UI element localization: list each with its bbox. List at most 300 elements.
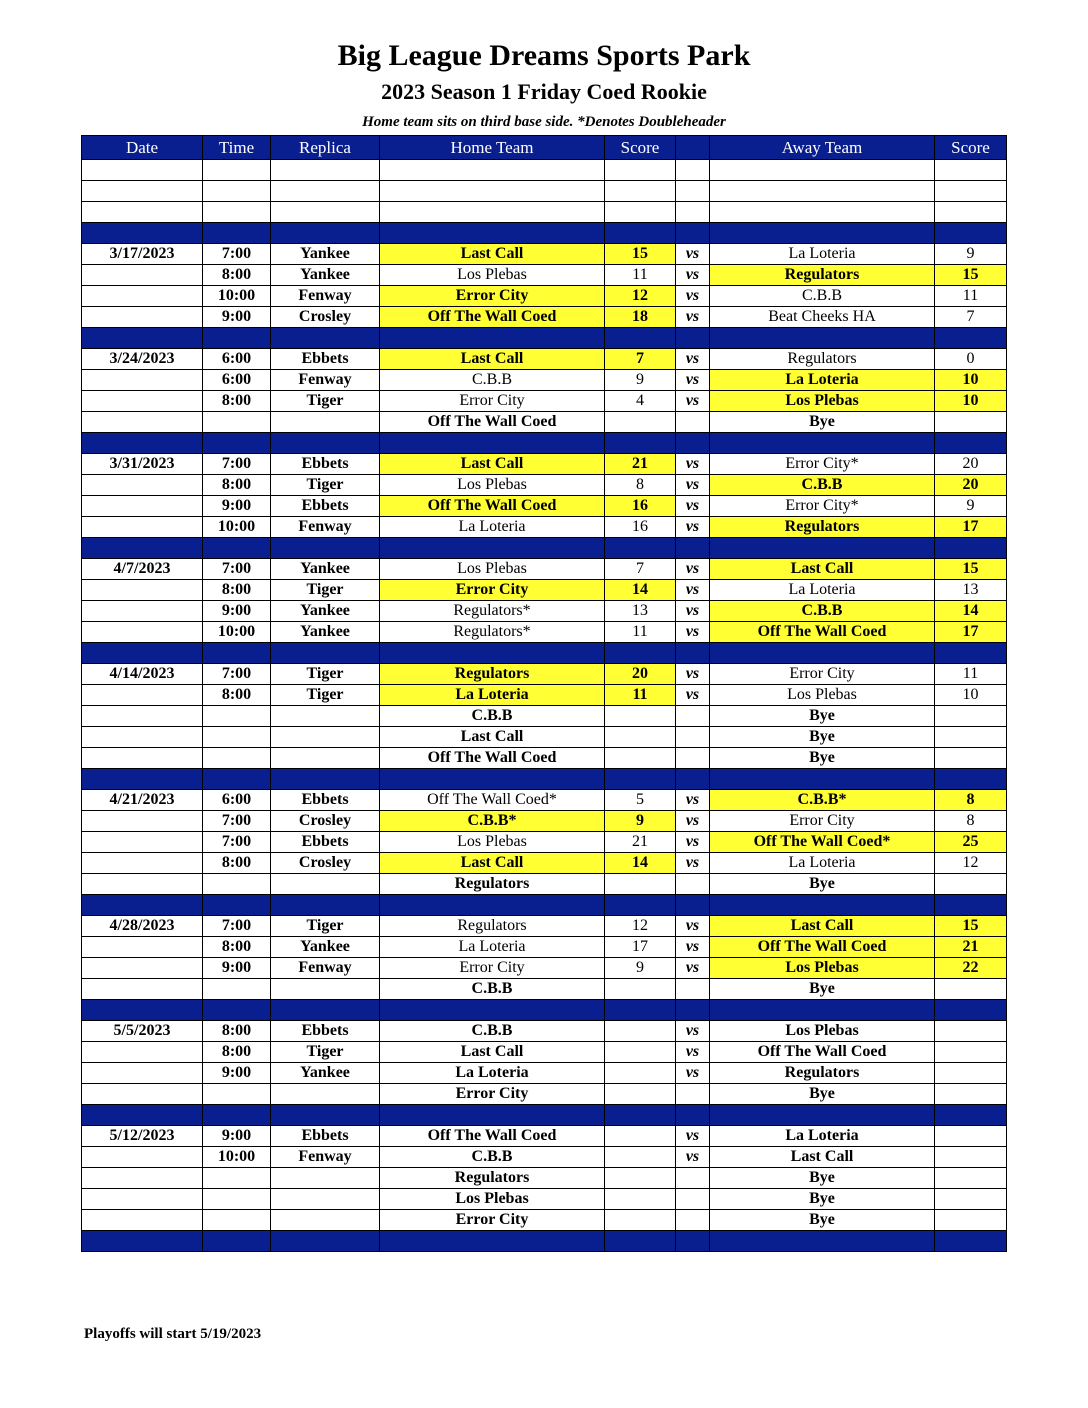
away-team-cell: La Loteria bbox=[710, 853, 935, 874]
replica-cell bbox=[271, 727, 380, 748]
time-cell bbox=[203, 412, 271, 433]
home-score-cell bbox=[605, 706, 676, 727]
away-score-cell bbox=[935, 748, 1007, 769]
empty-cell bbox=[271, 1105, 380, 1126]
home-team-cell: Regulators bbox=[380, 916, 605, 937]
empty-cell bbox=[203, 1105, 271, 1126]
home-team-cell: C.B.B bbox=[380, 1021, 605, 1042]
game-row bbox=[82, 1210, 1007, 1231]
away-score-cell: 0 bbox=[935, 349, 1007, 370]
empty-cell bbox=[82, 895, 203, 916]
home-score-cell bbox=[605, 1126, 676, 1147]
empty-cell bbox=[935, 181, 1007, 202]
away-score-cell bbox=[935, 706, 1007, 727]
empty-cell bbox=[271, 769, 380, 790]
empty-cell bbox=[271, 160, 380, 181]
vs-cell: vs bbox=[676, 790, 710, 811]
date-cell bbox=[82, 811, 203, 832]
vs-cell: vs bbox=[676, 685, 710, 706]
game-row bbox=[82, 790, 1007, 811]
game-row bbox=[82, 496, 1007, 517]
header-row bbox=[82, 136, 1007, 160]
time-cell: 8:00 bbox=[203, 685, 271, 706]
date-cell bbox=[82, 1168, 203, 1189]
vs-cell bbox=[676, 979, 710, 1000]
away-score-cell bbox=[935, 727, 1007, 748]
away-score-cell: 14 bbox=[935, 601, 1007, 622]
empty-cell bbox=[82, 769, 203, 790]
empty-cell bbox=[676, 895, 710, 916]
replica-cell: Tiger bbox=[271, 391, 380, 412]
empty-cell bbox=[935, 328, 1007, 349]
date-cell bbox=[82, 1210, 203, 1231]
away-team-cell: La Loteria bbox=[710, 370, 935, 391]
home-score-cell: 16 bbox=[605, 496, 676, 517]
away-team-cell: La Loteria bbox=[710, 580, 935, 601]
empty-cell bbox=[380, 433, 605, 454]
page-subtitle: 2023 Season 1 Friday Coed Rookie bbox=[381, 79, 707, 104]
game-row bbox=[82, 391, 1007, 412]
date-cell: 5/12/2023 bbox=[82, 1126, 203, 1147]
time-cell bbox=[203, 706, 271, 727]
date-cell bbox=[82, 979, 203, 1000]
replica-cell: Fenway bbox=[271, 1147, 380, 1168]
home-team-cell: La Loteria bbox=[380, 1063, 605, 1084]
home-score-cell: 8 bbox=[605, 475, 676, 496]
away-team-cell: Los Plebas bbox=[710, 1021, 935, 1042]
replica-cell: Ebbets bbox=[271, 1021, 380, 1042]
away-team-cell: Off The Wall Coed bbox=[710, 622, 935, 643]
home-score-cell: 14 bbox=[605, 853, 676, 874]
empty-cell bbox=[676, 181, 710, 202]
replica-cell: Yankee bbox=[271, 559, 380, 580]
vs-cell: vs bbox=[676, 832, 710, 853]
away-score-cell bbox=[935, 1126, 1007, 1147]
home-team-cell: C.B.B* bbox=[380, 811, 605, 832]
time-cell: 6:00 bbox=[203, 790, 271, 811]
date-cell bbox=[82, 706, 203, 727]
vs-cell bbox=[676, 1168, 710, 1189]
replica-cell: Tiger bbox=[271, 916, 380, 937]
home-team-cell: La Loteria bbox=[380, 937, 605, 958]
date-cell bbox=[82, 727, 203, 748]
time-cell: 7:00 bbox=[203, 664, 271, 685]
date-cell bbox=[82, 685, 203, 706]
replica-cell: Fenway bbox=[271, 958, 380, 979]
date-cell: 3/31/2023 bbox=[82, 454, 203, 475]
date-cell bbox=[82, 853, 203, 874]
home-score-cell bbox=[605, 1168, 676, 1189]
away-team-cell: Bye bbox=[710, 979, 935, 1000]
time-cell: 10:00 bbox=[203, 286, 271, 307]
date-cell bbox=[82, 1147, 203, 1168]
vs-cell bbox=[676, 1084, 710, 1105]
week-separator bbox=[82, 1105, 1007, 1126]
away-score-cell: 10 bbox=[935, 685, 1007, 706]
replica-cell: Yankee bbox=[271, 244, 380, 265]
empty-cell bbox=[710, 181, 935, 202]
date-cell bbox=[82, 265, 203, 286]
empty-cell bbox=[605, 433, 676, 454]
empty-cell bbox=[935, 160, 1007, 181]
home-team-cell: La Loteria bbox=[380, 685, 605, 706]
vs-cell: vs bbox=[676, 517, 710, 538]
empty-cell bbox=[710, 895, 935, 916]
game-row bbox=[82, 937, 1007, 958]
empty-cell bbox=[203, 895, 271, 916]
home-score-cell: 9 bbox=[605, 811, 676, 832]
empty-cell bbox=[605, 538, 676, 559]
home-score-cell: 11 bbox=[605, 265, 676, 286]
time-cell: 9:00 bbox=[203, 1063, 271, 1084]
empty-cell bbox=[380, 895, 605, 916]
away-score-cell: 8 bbox=[935, 811, 1007, 832]
replica-cell: Fenway bbox=[271, 370, 380, 391]
home-score-cell bbox=[605, 1210, 676, 1231]
empty-cell bbox=[710, 1105, 935, 1126]
replica-cell: Tiger bbox=[271, 664, 380, 685]
empty-cell bbox=[380, 160, 605, 181]
empty-cell bbox=[605, 1000, 676, 1021]
empty-cell bbox=[203, 1000, 271, 1021]
game-row bbox=[82, 412, 1007, 433]
date-cell: 3/24/2023 bbox=[82, 349, 203, 370]
away-score-cell: 8 bbox=[935, 790, 1007, 811]
empty-cell bbox=[710, 1231, 935, 1252]
date-cell: 3/17/2023 bbox=[82, 244, 203, 265]
away-team-cell: Error City* bbox=[710, 496, 935, 517]
away-score-cell bbox=[935, 979, 1007, 1000]
away-team-cell: Los Plebas bbox=[710, 391, 935, 412]
away-team-cell: Off The Wall Coed* bbox=[710, 832, 935, 853]
empty-cell bbox=[82, 328, 203, 349]
date-cell bbox=[82, 1084, 203, 1105]
time-cell: 7:00 bbox=[203, 832, 271, 853]
replica-cell: Yankee bbox=[271, 937, 380, 958]
home-score-cell: 4 bbox=[605, 391, 676, 412]
game-row bbox=[82, 1126, 1007, 1147]
empty-cell bbox=[380, 538, 605, 559]
empty-cell bbox=[676, 769, 710, 790]
home-score-cell: 12 bbox=[605, 916, 676, 937]
empty-cell bbox=[271, 181, 380, 202]
replica-cell: Fenway bbox=[271, 286, 380, 307]
away-team-cell: Off The Wall Coed bbox=[710, 1042, 935, 1063]
empty-cell bbox=[271, 895, 380, 916]
time-cell: 9:00 bbox=[203, 307, 271, 328]
away-team-cell: Bye bbox=[710, 1210, 935, 1231]
empty-cell bbox=[710, 433, 935, 454]
empty-cell bbox=[380, 223, 605, 244]
home-team-cell: Off The Wall Coed bbox=[380, 307, 605, 328]
time-cell bbox=[203, 1168, 271, 1189]
empty-cell bbox=[676, 1231, 710, 1252]
away-score-cell bbox=[935, 1084, 1007, 1105]
away-score-cell bbox=[935, 412, 1007, 433]
home-score-cell: 12 bbox=[605, 286, 676, 307]
away-team-cell: Bye bbox=[710, 706, 935, 727]
home-team-cell: Off The Wall Coed bbox=[380, 748, 605, 769]
date-cell bbox=[82, 1042, 203, 1063]
home-score-cell: 18 bbox=[605, 307, 676, 328]
vs-cell: vs bbox=[676, 265, 710, 286]
empty-cell bbox=[605, 769, 676, 790]
away-score-cell: 11 bbox=[935, 286, 1007, 307]
empty-cell bbox=[676, 223, 710, 244]
empty-cell bbox=[710, 223, 935, 244]
home-team-cell: Last Call bbox=[380, 727, 605, 748]
game-row bbox=[82, 559, 1007, 580]
blank-row bbox=[82, 202, 1007, 223]
time-cell: 7:00 bbox=[203, 454, 271, 475]
vs-cell: vs bbox=[676, 496, 710, 517]
time-cell: 8:00 bbox=[203, 1021, 271, 1042]
vs-cell: vs bbox=[676, 622, 710, 643]
empty-cell bbox=[605, 181, 676, 202]
time-cell: 10:00 bbox=[203, 622, 271, 643]
home-score-cell: 5 bbox=[605, 790, 676, 811]
empty-cell bbox=[203, 433, 271, 454]
col-home-team: Home Team bbox=[380, 136, 605, 160]
home-score-cell bbox=[605, 1063, 676, 1084]
away-team-cell: Regulators bbox=[710, 265, 935, 286]
date-cell bbox=[82, 286, 203, 307]
game-row bbox=[82, 601, 1007, 622]
home-score-cell: 17 bbox=[605, 937, 676, 958]
date-cell bbox=[82, 580, 203, 601]
empty-cell bbox=[271, 328, 380, 349]
away-score-cell bbox=[935, 1147, 1007, 1168]
empty-cell bbox=[203, 538, 271, 559]
date-cell: 5/5/2023 bbox=[82, 1021, 203, 1042]
empty-cell bbox=[710, 538, 935, 559]
away-team-cell: Los Plebas bbox=[710, 685, 935, 706]
home-team-cell: Los Plebas bbox=[380, 1189, 605, 1210]
home-score-cell: 7 bbox=[605, 559, 676, 580]
away-team-cell: Last Call bbox=[710, 1147, 935, 1168]
empty-cell bbox=[935, 643, 1007, 664]
game-row bbox=[82, 748, 1007, 769]
game-row bbox=[82, 1021, 1007, 1042]
vs-cell: vs bbox=[676, 349, 710, 370]
empty-cell bbox=[203, 769, 271, 790]
away-score-cell: 20 bbox=[935, 454, 1007, 475]
away-team-cell: Last Call bbox=[710, 916, 935, 937]
empty-cell bbox=[203, 223, 271, 244]
week-separator bbox=[82, 1231, 1007, 1252]
home-team-cell: Regulators* bbox=[380, 601, 605, 622]
vs-cell bbox=[676, 1189, 710, 1210]
home-score-cell bbox=[605, 748, 676, 769]
empty-cell bbox=[82, 538, 203, 559]
away-team-cell: Regulators bbox=[710, 349, 935, 370]
time-cell bbox=[203, 1210, 271, 1231]
empty-cell bbox=[676, 160, 710, 181]
home-team-cell: C.B.B bbox=[380, 979, 605, 1000]
vs-cell: vs bbox=[676, 475, 710, 496]
replica-cell: Yankee bbox=[271, 601, 380, 622]
replica-cell: Tiger bbox=[271, 1042, 380, 1063]
time-cell bbox=[203, 748, 271, 769]
game-row bbox=[82, 580, 1007, 601]
vs-cell: vs bbox=[676, 580, 710, 601]
vs-cell: vs bbox=[676, 937, 710, 958]
time-cell bbox=[203, 1084, 271, 1105]
empty-cell bbox=[380, 181, 605, 202]
empty-cell bbox=[605, 202, 676, 223]
col-away-score: Score bbox=[935, 136, 1007, 160]
empty-cell bbox=[676, 643, 710, 664]
game-row bbox=[82, 979, 1007, 1000]
empty-cell bbox=[82, 1231, 203, 1252]
away-score-cell: 11 bbox=[935, 664, 1007, 685]
vs-cell bbox=[676, 748, 710, 769]
home-team-cell: C.B.B bbox=[380, 1147, 605, 1168]
replica-cell: Ebbets bbox=[271, 496, 380, 517]
game-row bbox=[82, 1042, 1007, 1063]
time-cell: 9:00 bbox=[203, 958, 271, 979]
home-team-cell: Los Plebas bbox=[380, 832, 605, 853]
away-team-cell: Bye bbox=[710, 1189, 935, 1210]
time-cell: 6:00 bbox=[203, 370, 271, 391]
week-separator bbox=[82, 538, 1007, 559]
replica-cell: Yankee bbox=[271, 265, 380, 286]
date-cell bbox=[82, 958, 203, 979]
vs-cell: vs bbox=[676, 916, 710, 937]
away-score-cell: 10 bbox=[935, 391, 1007, 412]
replica-cell: Ebbets bbox=[271, 349, 380, 370]
away-score-cell: 17 bbox=[935, 517, 1007, 538]
empty-cell bbox=[271, 433, 380, 454]
empty-cell bbox=[380, 1231, 605, 1252]
away-score-cell: 21 bbox=[935, 937, 1007, 958]
empty-cell bbox=[676, 1105, 710, 1126]
empty-cell bbox=[935, 1231, 1007, 1252]
time-cell: 7:00 bbox=[203, 559, 271, 580]
game-row bbox=[82, 370, 1007, 391]
home-score-cell bbox=[605, 412, 676, 433]
week-separator bbox=[82, 1000, 1007, 1021]
away-team-cell: La Loteria bbox=[710, 1126, 935, 1147]
date-cell bbox=[82, 1189, 203, 1210]
date-cell: 4/21/2023 bbox=[82, 790, 203, 811]
empty-cell bbox=[203, 328, 271, 349]
empty-cell bbox=[203, 643, 271, 664]
vs-cell bbox=[676, 1210, 710, 1231]
vs-cell: vs bbox=[676, 958, 710, 979]
date-cell bbox=[82, 601, 203, 622]
empty-cell bbox=[605, 895, 676, 916]
away-team-cell: Error City bbox=[710, 664, 935, 685]
empty-cell bbox=[676, 328, 710, 349]
empty-cell bbox=[82, 643, 203, 664]
empty-cell bbox=[605, 328, 676, 349]
game-row bbox=[82, 244, 1007, 265]
empty-cell bbox=[271, 538, 380, 559]
home-team-cell: Off The Wall Coed bbox=[380, 1126, 605, 1147]
away-team-cell: Beat Cheeks HA bbox=[710, 307, 935, 328]
away-score-cell: 12 bbox=[935, 853, 1007, 874]
replica-cell: Yankee bbox=[271, 622, 380, 643]
time-cell: 7:00 bbox=[203, 916, 271, 937]
col-date: Date bbox=[82, 136, 203, 160]
vs-cell bbox=[676, 706, 710, 727]
away-score-cell: 15 bbox=[935, 559, 1007, 580]
home-score-cell bbox=[605, 874, 676, 895]
home-team-cell: Error City bbox=[380, 580, 605, 601]
date-cell: 4/7/2023 bbox=[82, 559, 203, 580]
away-team-cell: Off The Wall Coed bbox=[710, 937, 935, 958]
away-score-cell: 15 bbox=[935, 916, 1007, 937]
empty-cell bbox=[605, 1231, 676, 1252]
time-cell: 9:00 bbox=[203, 1126, 271, 1147]
away-team-cell: Bye bbox=[710, 1084, 935, 1105]
replica-cell bbox=[271, 874, 380, 895]
empty-cell bbox=[710, 1000, 935, 1021]
vs-cell bbox=[676, 412, 710, 433]
away-score-cell: 15 bbox=[935, 265, 1007, 286]
vs-cell: vs bbox=[676, 1042, 710, 1063]
vs-cell: vs bbox=[676, 286, 710, 307]
date-cell bbox=[82, 748, 203, 769]
home-score-cell: 11 bbox=[605, 685, 676, 706]
game-row bbox=[82, 916, 1007, 937]
date-cell bbox=[82, 517, 203, 538]
away-team-cell: Bye bbox=[710, 748, 935, 769]
away-team-cell: Bye bbox=[710, 874, 935, 895]
away-team-cell: Bye bbox=[710, 727, 935, 748]
empty-cell bbox=[271, 1000, 380, 1021]
empty-cell bbox=[935, 1000, 1007, 1021]
away-team-cell: C.B.B* bbox=[710, 790, 935, 811]
game-row bbox=[82, 853, 1007, 874]
schedule-table bbox=[81, 135, 1007, 1252]
empty-cell bbox=[271, 202, 380, 223]
vs-cell: vs bbox=[676, 1126, 710, 1147]
empty-cell bbox=[82, 160, 203, 181]
date-cell bbox=[82, 622, 203, 643]
replica-cell: Crosley bbox=[271, 853, 380, 874]
home-team-cell: Last Call bbox=[380, 1042, 605, 1063]
replica-cell: Yankee bbox=[271, 1063, 380, 1084]
empty-cell bbox=[676, 433, 710, 454]
home-score-cell bbox=[605, 1021, 676, 1042]
time-cell: 8:00 bbox=[203, 580, 271, 601]
time-cell: 10:00 bbox=[203, 1147, 271, 1168]
game-row bbox=[82, 1168, 1007, 1189]
home-score-cell bbox=[605, 727, 676, 748]
replica-cell bbox=[271, 412, 380, 433]
home-team-cell: Last Call bbox=[380, 349, 605, 370]
time-cell: 10:00 bbox=[203, 517, 271, 538]
vs-cell: vs bbox=[676, 1147, 710, 1168]
game-row bbox=[82, 685, 1007, 706]
away-score-cell bbox=[935, 874, 1007, 895]
game-row bbox=[82, 1147, 1007, 1168]
empty-cell bbox=[710, 202, 935, 223]
empty-cell bbox=[271, 643, 380, 664]
replica-cell bbox=[271, 1084, 380, 1105]
away-team-cell: Regulators bbox=[710, 1063, 935, 1084]
home-team-cell: Los Plebas bbox=[380, 475, 605, 496]
time-cell: 8:00 bbox=[203, 475, 271, 496]
vs-cell: vs bbox=[676, 370, 710, 391]
col-replica: Replica bbox=[271, 136, 380, 160]
page-title: Big League Dreams Sports Park bbox=[337, 39, 751, 72]
replica-cell: Tiger bbox=[271, 475, 380, 496]
vs-cell: vs bbox=[676, 853, 710, 874]
empty-cell bbox=[710, 328, 935, 349]
